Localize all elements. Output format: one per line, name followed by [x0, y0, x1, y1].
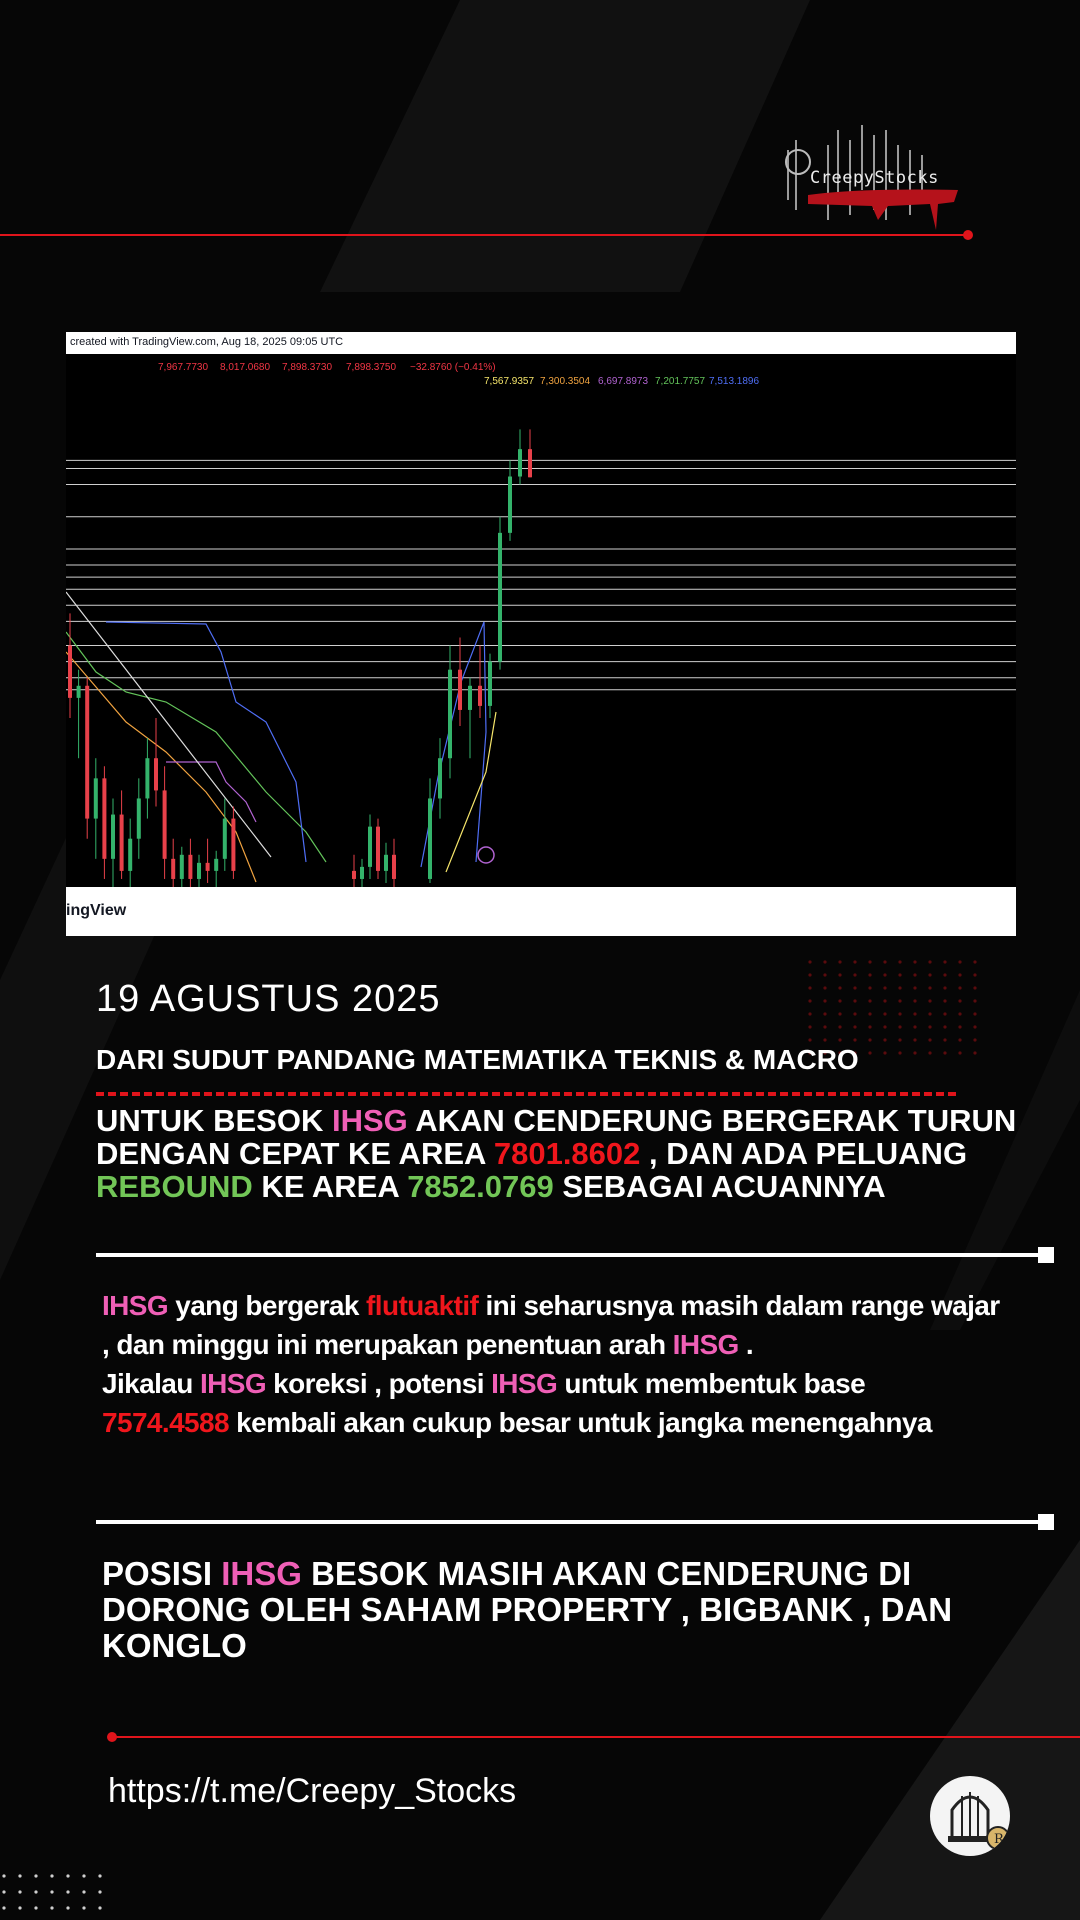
red-dot	[943, 1038, 946, 1041]
red-dot	[973, 999, 976, 1002]
red-dot	[868, 1051, 871, 1054]
candlestick-plot	[66, 392, 1016, 887]
red-dot	[853, 960, 856, 963]
red-dot	[958, 1025, 961, 1028]
birdcage-icon	[930, 1776, 1010, 1856]
subtitle: DARI SUDUT PANDANG MATEMATIKA TEKNIS & MACRO	[96, 1044, 859, 1075]
ma-value-5: 7,513.1896	[709, 376, 760, 387]
red-dot	[943, 960, 946, 963]
red-dot	[883, 986, 886, 989]
position-paragraph	[102, 1556, 1002, 1664]
red-dot	[913, 1012, 916, 1015]
red-dot	[838, 1038, 841, 1041]
headline-target-1: 7801.8602	[493, 1136, 641, 1171]
red-dot	[868, 960, 871, 963]
red-dot	[943, 1051, 946, 1054]
white-dot-grid	[0, 1870, 120, 1920]
candle-33	[498, 517, 502, 670]
headline-part-3: , DAN ADA PELUANG	[640, 1136, 968, 1171]
white-dot	[2, 1890, 5, 1893]
red-dot	[823, 1025, 826, 1028]
white-dot	[18, 1890, 21, 1893]
white-dot	[66, 1890, 69, 1893]
candle-4	[102, 766, 106, 879]
headline-part-4: KE AREA	[252, 1169, 408, 1204]
candle-5	[111, 798, 115, 887]
red-dot	[898, 1038, 901, 1041]
position-ihsg: IHSG	[221, 1555, 302, 1592]
svg-text:R: R	[994, 1832, 1004, 1847]
bottom-divider	[112, 1736, 1080, 1738]
red-dot	[823, 960, 826, 963]
white-dot	[18, 1874, 21, 1877]
red-dot	[973, 1012, 976, 1015]
red-dot	[898, 1012, 901, 1015]
ma-line-purple	[166, 762, 256, 822]
date-label: 19 AGUSTUS 2025	[96, 978, 441, 1020]
red-dot	[913, 986, 916, 989]
para-ihsg-1: IHSG	[102, 1290, 169, 1321]
red-dot-grid	[806, 958, 986, 1058]
red-dot	[958, 1012, 961, 1015]
white-dot	[34, 1874, 37, 1877]
candle-13	[180, 847, 184, 887]
red-dot	[853, 1025, 856, 1028]
ohlc-change: −32.8760 (−0.41%)	[410, 362, 496, 373]
ohlc-close: 7,898.3750	[346, 362, 397, 373]
red-dot	[808, 960, 811, 963]
red-dot	[898, 999, 901, 1002]
red-dot	[883, 1038, 886, 1041]
para-ihsg-2: IHSG	[672, 1329, 739, 1360]
red-dot	[883, 999, 886, 1002]
red-dot	[883, 973, 886, 976]
candle-2	[85, 678, 89, 839]
tradingview-chart	[66, 332, 1016, 936]
red-dot	[823, 1012, 826, 1015]
para-s4: Jikalau	[102, 1368, 200, 1399]
red-dot	[838, 960, 841, 963]
red-dot	[973, 973, 976, 976]
red-dot	[943, 1012, 946, 1015]
candle-29	[458, 637, 462, 726]
red-dot	[898, 960, 901, 963]
white-dot	[50, 1874, 53, 1877]
para-s2: ini seharusnya masih dalam range wajar , dan minggu ini merupakan penentuan arah	[102, 1290, 1000, 1360]
candle-16	[206, 839, 210, 883]
white-dot	[66, 1874, 69, 1877]
white-dot	[82, 1874, 85, 1877]
red-dot	[973, 1038, 976, 1041]
candle-6	[120, 790, 124, 879]
red-dot	[868, 1012, 871, 1015]
chart-header-text: created with TradingView.com, Aug 18, 2025 09:05 UTC	[70, 336, 344, 348]
red-dot	[853, 1012, 856, 1015]
creepystocks-logo	[768, 120, 968, 236]
red-dot	[898, 1025, 901, 1028]
candle-11	[163, 766, 167, 879]
red-dot	[913, 1025, 916, 1028]
headline-rebound: REBOUND	[96, 1169, 253, 1204]
candle-23	[376, 819, 380, 879]
white-dot	[98, 1874, 101, 1877]
white-dot	[98, 1906, 101, 1909]
red-dot	[883, 1051, 886, 1054]
red-dot	[868, 986, 871, 989]
red-dot	[898, 973, 901, 976]
white-dot	[2, 1874, 5, 1877]
red-dot	[928, 1012, 931, 1015]
red-dot	[928, 986, 931, 989]
white-dot	[34, 1906, 37, 1909]
ohlc-open: 7,967.7730	[158, 362, 209, 373]
para-flutuaktif: flutuaktif	[366, 1290, 479, 1321]
analysis-paragraph	[102, 1286, 1002, 1442]
candle-30	[468, 678, 472, 758]
para-s6: untuk membentuk base	[557, 1368, 866, 1399]
candle-28	[448, 646, 452, 779]
red-dot	[883, 960, 886, 963]
candle-34	[508, 460, 512, 540]
candle-31	[478, 646, 482, 718]
red-dot	[943, 1025, 946, 1028]
red-dot	[823, 973, 826, 976]
red-dot	[913, 999, 916, 1002]
red-dot	[898, 1051, 901, 1054]
candle-35	[518, 429, 522, 484]
ma-line-orange	[66, 652, 256, 882]
candle-36	[528, 429, 532, 477]
red-dot	[808, 986, 811, 989]
red-dot	[838, 986, 841, 989]
candle-19	[231, 807, 235, 879]
red-dot	[838, 1025, 841, 1028]
red-dot	[928, 999, 931, 1002]
white-divider-2-end	[1038, 1514, 1054, 1530]
white-dot	[50, 1906, 53, 1909]
dashed-divider	[96, 1092, 956, 1096]
red-dot	[928, 1051, 931, 1054]
white-dot	[82, 1890, 85, 1893]
candle-26	[428, 778, 432, 883]
white-divider-2	[96, 1520, 1038, 1524]
ohlc-high: 8,017.0680	[220, 362, 271, 373]
para-s3: .	[738, 1329, 754, 1360]
red-dot	[913, 1038, 916, 1041]
candle-20	[352, 855, 356, 887]
candle-15	[197, 855, 201, 887]
red-dot	[808, 1038, 811, 1041]
candle-12	[171, 839, 175, 887]
red-dot	[958, 973, 961, 976]
chart-header-bar	[66, 332, 1016, 354]
red-dot	[958, 999, 961, 1002]
headline-target-2: 7852.0769	[407, 1169, 554, 1204]
headline-part-1: UNTUK BESOK	[96, 1103, 332, 1138]
red-dot	[973, 960, 976, 963]
para-s1: yang bergerak	[168, 1290, 367, 1321]
red-dot	[808, 1025, 811, 1028]
red-dot	[973, 986, 976, 989]
white-dot	[34, 1890, 37, 1893]
ma-line-blue	[106, 622, 306, 862]
candle-10	[154, 718, 158, 807]
headline	[96, 1104, 1056, 1203]
candle-32	[488, 654, 492, 718]
red-dot	[913, 973, 916, 976]
red-dot	[838, 973, 841, 976]
red-dot	[958, 1038, 961, 1041]
red-dot	[928, 1025, 931, 1028]
candle-1	[77, 670, 81, 759]
candle-9	[145, 738, 149, 818]
candle-7	[128, 819, 132, 887]
red-dot	[883, 1025, 886, 1028]
logo-text: CreepyStocks	[810, 168, 939, 188]
ma-value-3: 6,697.8973	[598, 376, 649, 387]
white-divider-1-end	[1038, 1247, 1054, 1263]
headline-part-5: SEBAGAI ACUANNYA	[553, 1169, 886, 1204]
red-dot	[928, 1038, 931, 1041]
red-dot	[823, 986, 826, 989]
candle-0	[68, 613, 72, 718]
red-dot	[913, 960, 916, 963]
chart-footer-text: ingView	[66, 902, 127, 919]
candle-14	[188, 839, 192, 887]
ma-value-2: 7,300.3504	[540, 376, 591, 387]
red-dot	[808, 973, 811, 976]
red-dot	[958, 986, 961, 989]
red-dot	[853, 1038, 856, 1041]
red-dot	[943, 999, 946, 1002]
candle-22	[368, 815, 372, 879]
candle-25	[392, 839, 396, 887]
ma-value-4: 7,201.7757	[655, 376, 706, 387]
white-dot	[82, 1906, 85, 1909]
red-dot	[943, 973, 946, 976]
para-s7: kembali akan cukup besar untuk jangka menengahnya	[228, 1407, 932, 1438]
candle-21	[360, 859, 364, 887]
avatar	[930, 1776, 1010, 1856]
red-dot	[823, 1038, 826, 1041]
red-dot	[868, 973, 871, 976]
red-dot	[973, 1025, 976, 1028]
red-dot	[958, 960, 961, 963]
candle-18	[223, 798, 227, 870]
red-dot	[838, 1012, 841, 1015]
white-divider-1	[96, 1253, 1038, 1257]
red-dot	[973, 1051, 976, 1054]
para-base-value: 7574.4588	[102, 1407, 229, 1438]
red-dot	[883, 1012, 886, 1015]
red-dot	[928, 973, 931, 976]
red-dot	[928, 960, 931, 963]
red-dot	[943, 986, 946, 989]
candle-27	[438, 738, 442, 818]
headline-ihsg: IHSG	[331, 1103, 408, 1138]
candle-17	[214, 851, 218, 887]
red-dot	[853, 973, 856, 976]
para-s5: koreksi , potensi	[266, 1368, 492, 1399]
position-part-2: BESOK MASIH AKAN CENDERUNG DI DORONG OLEH SAHAM PROPERTY , BIGBANK , DAN KONGLO	[102, 1555, 953, 1664]
headline-part-2: AKAN CENDERUNG BERGERAK TURUN DENGAN CEPAT KE AREA	[96, 1103, 1017, 1171]
flash-icon	[478, 847, 494, 863]
candle-24	[384, 843, 388, 883]
candle-8	[137, 778, 141, 858]
red-dot	[808, 1012, 811, 1015]
para-ihsg-4: IHSG	[491, 1368, 558, 1399]
red-dot	[958, 1051, 961, 1054]
candle-3	[94, 758, 98, 859]
red-dot	[868, 1025, 871, 1028]
white-dot	[18, 1906, 21, 1909]
white-dot	[50, 1890, 53, 1893]
white-dot	[66, 1906, 69, 1909]
red-dot	[868, 1038, 871, 1041]
red-dot	[913, 1051, 916, 1054]
red-dot	[823, 999, 826, 1002]
red-dot	[898, 986, 901, 989]
ohlc-low: 7,898.3730	[282, 362, 333, 373]
red-dot	[808, 999, 811, 1002]
red-dot	[853, 999, 856, 1002]
red-dot	[868, 999, 871, 1002]
ma-value-1: 7,567.9357	[484, 376, 535, 387]
para-ihsg-3: IHSG	[199, 1368, 266, 1399]
bottom-divider-dot	[107, 1732, 117, 1742]
red-dot	[838, 999, 841, 1002]
white-dot	[2, 1906, 5, 1909]
chart-footer-bar	[66, 887, 1016, 936]
telegram-link[interactable]: https://t.me/Creepy_Stocks	[108, 1772, 517, 1810]
white-dot	[98, 1890, 101, 1893]
position-part-1: POSISI	[102, 1555, 222, 1592]
red-dot	[853, 986, 856, 989]
